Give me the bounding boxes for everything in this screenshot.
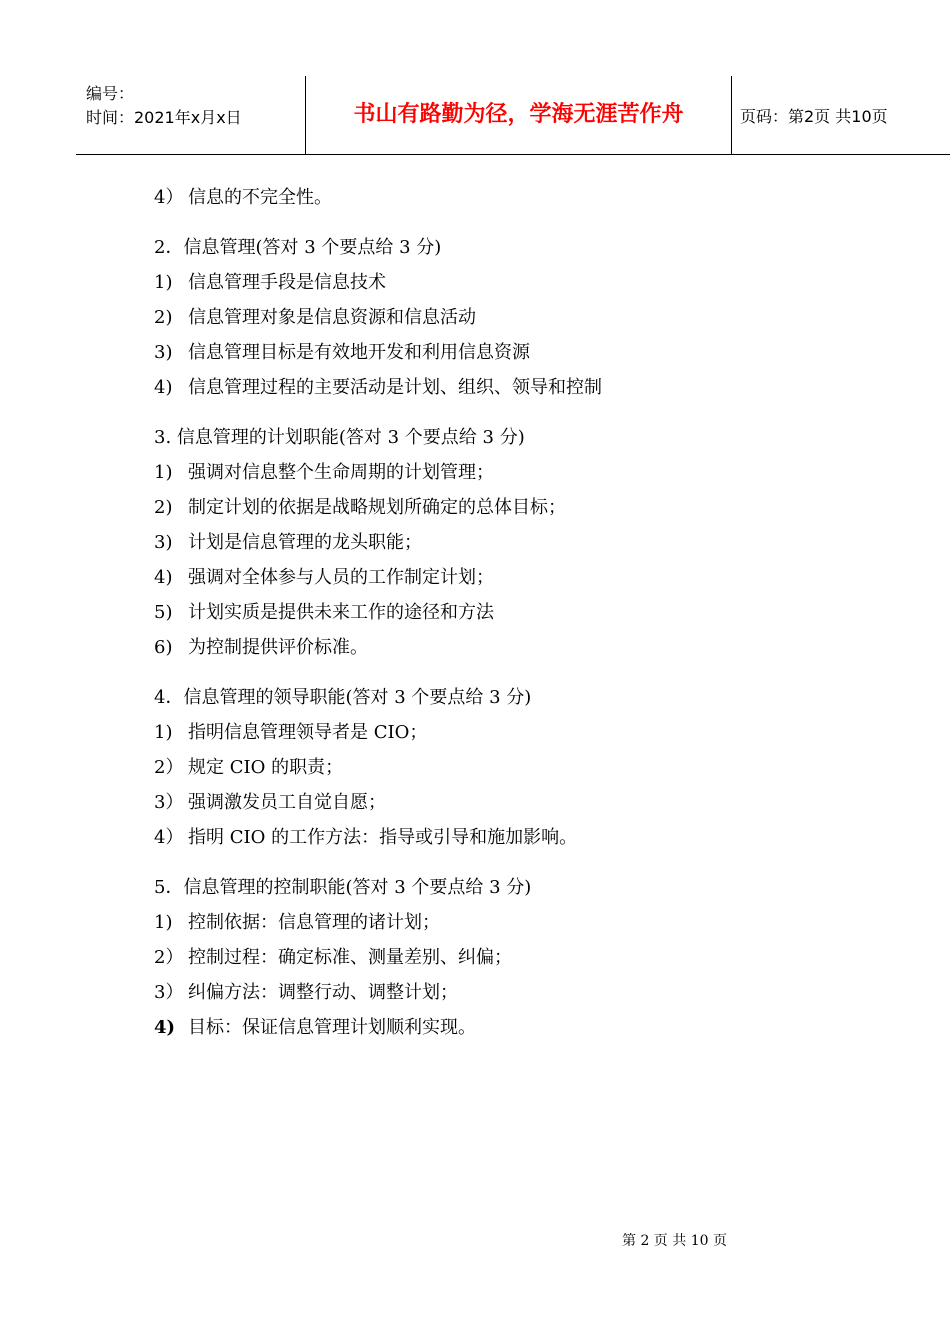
list-item-number: 2) [154,307,173,328]
header-meta [86,82,242,130]
list-item-text: 强调对信息整个生命周期的计划管理； [188,462,494,483]
section-title: 4．信息管理的领导职能(答对 3 个要点给 3 分) [154,687,532,708]
section-5 [154,870,854,1045]
list-item [154,180,854,215]
list-item [154,370,854,405]
list-item-number: 1) [154,462,173,483]
page-header [76,76,950,155]
list-item-number: 1) [154,722,173,743]
list-item-number: 4) [154,567,173,588]
list-item [154,595,854,630]
header-motto: 书山有路勤为径，学海无涯苦作舟 [353,102,684,127]
list-item [154,715,854,750]
list-item-text: 控制过程：确定标准、测量差别、纠偏； [188,947,512,968]
list-item-number: 3) [154,342,173,363]
list-item [154,940,854,975]
list-item-text: 目标：保证信息管理计划顺利实现。 [188,1017,476,1038]
list-item [154,300,854,335]
list-item-number: 2) [154,497,173,518]
list-item-text: 信息管理目标是有效地开发和利用信息资源 [188,342,530,363]
list-item-number: 1) [154,912,173,933]
list-item-number: 4） [154,827,184,848]
list-item-text: 计划实质是提供未来工作的途径和方法 [188,602,494,623]
header-page-code: 页码：第2页 共10页 [740,107,888,126]
list-item-text: 强调对全体参与人员的工作制定计划； [188,567,494,588]
list-item-number: 4) [154,377,173,398]
list-item-text: 信息的不完全性。 [188,187,332,208]
list-item-number: 2） [154,947,184,968]
document-body [154,180,854,1060]
list-item [154,525,854,560]
section-2 [154,230,854,405]
list-item [154,750,854,785]
list-item [154,905,854,940]
list-item-number: 3) [154,532,173,553]
list-item-text: 为控制提供评价标准。 [188,637,368,658]
list-item-number: 3） [154,982,184,1003]
section-title: 2．信息管理(答对 3 个要点给 3 分) [154,237,442,258]
list-item-text: 控制依据：信息管理的诸计划； [188,912,440,933]
header-number-label: 编号： [86,84,135,103]
list-item-text: 规定 CIO 的职责； [188,757,344,778]
list-item-number: 3） [154,792,184,813]
list-item-text: 指明 CIO 的工作方法：指导或引导和施加影响。 [188,827,578,848]
page-footer: 第 2 页 共 10 页 [622,1233,727,1249]
header-time-label: 时间：2021年x月x日 [86,108,242,127]
list-item-text: 强调激发员工自觉自愿； [188,792,386,813]
list-item-text: 指明信息管理领导者是 CIO； [188,722,428,743]
list-item-text: 纠偏方法：调整行动、调整计划； [188,982,458,1003]
list-item-text: 制定计划的依据是战略规划所确定的总体目标； [188,497,566,518]
list-item [154,560,854,595]
list-item-number: 2） [154,757,184,778]
section-title: 3. 信息管理的计划职能(答对 3 个要点给 3 分) [154,427,525,448]
list-item [154,820,854,855]
list-item [154,630,854,665]
list-item-number: 4） [154,187,184,208]
list-item [154,1010,854,1045]
list-item [154,335,854,370]
list-item [154,455,854,490]
list-item-number: 4) [154,1017,176,1038]
list-item [154,490,854,525]
list-item [154,265,854,300]
list-item-text: 计划是信息管理的龙头职能； [188,532,422,553]
section-1 [154,180,854,215]
list-item-text: 信息管理手段是信息技术 [188,272,386,293]
list-item-text: 信息管理过程的主要活动是计划、组织、领导和控制 [188,377,602,398]
list-item-number: 6) [154,637,173,658]
list-item-number: 1) [154,272,173,293]
list-item-text: 信息管理对象是信息资源和信息活动 [188,307,476,328]
section-3 [154,420,854,665]
list-item [154,975,854,1010]
list-item [154,785,854,820]
section-4 [154,680,854,855]
section-title: 5．信息管理的控制职能(答对 3 个要点给 3 分) [154,877,532,898]
header-divider-right [731,76,732,154]
list-item-number: 5) [154,602,173,623]
